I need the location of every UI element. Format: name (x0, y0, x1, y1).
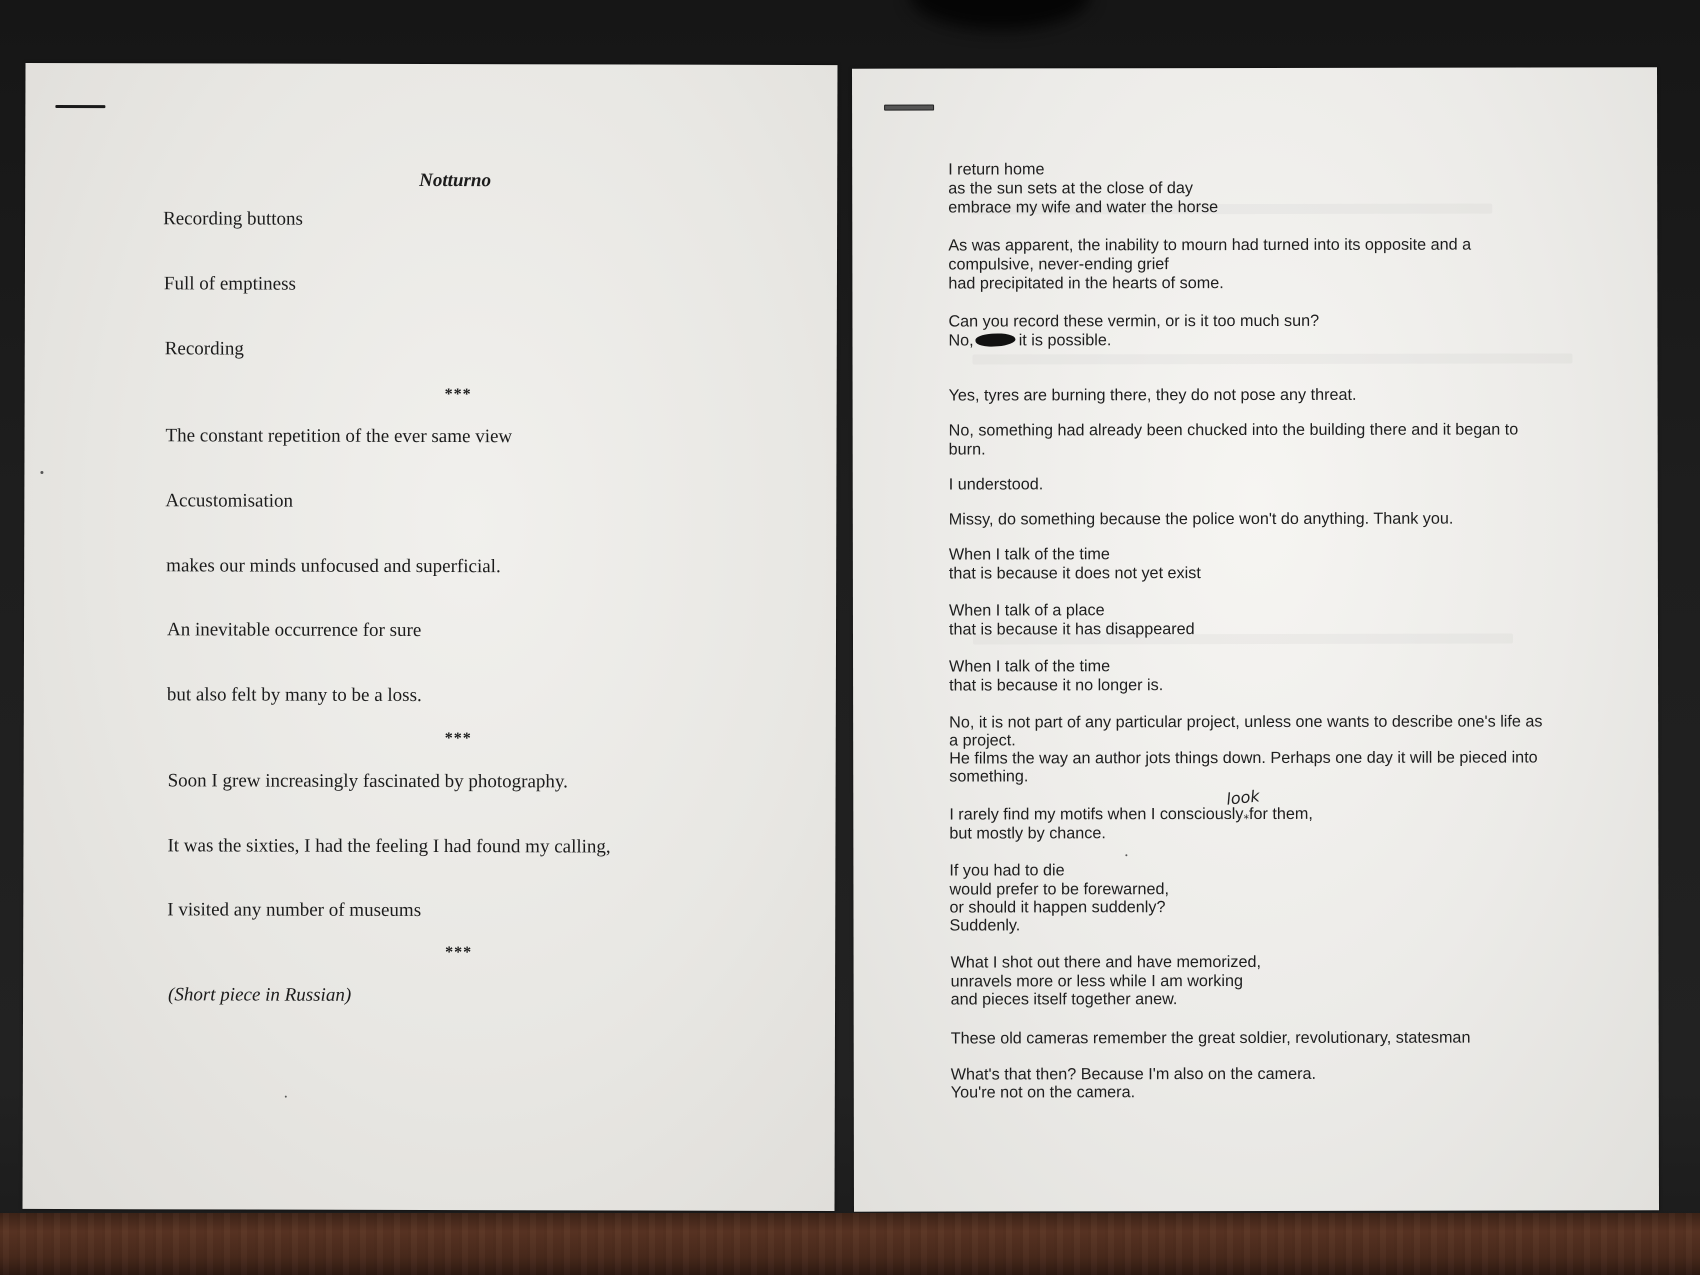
right-line: as the sun sets at the close of day (948, 179, 1193, 198)
section-separator: *** (444, 730, 472, 748)
staple-mark (884, 105, 934, 111)
redaction-mark (975, 332, 1016, 348)
right-line: No, something had already been chucked into the building there and it began to (948, 420, 1519, 440)
right-line: If you had to die (949, 861, 1065, 880)
right-line: that is because it has disappeared (948, 620, 1195, 639)
right-line: Suddenly. (949, 916, 1021, 935)
right-line: Can you record these vermin, or is it too much sun? (948, 311, 1320, 331)
right-line: a project. (949, 731, 1016, 750)
right-line: As was apparent, the inability to mourn had turned into its opposite and a (948, 235, 1472, 255)
right-line: I understood. (948, 475, 1044, 494)
right-line-redacted (948, 331, 1111, 350)
left-line: Recording buttons (163, 208, 303, 230)
camera-shadow (910, 0, 1090, 30)
right-line: What I shot out there and have memorized, (950, 952, 1262, 972)
right-line: I return home (948, 160, 1045, 179)
page-title: Notturno (419, 169, 492, 192)
paper-speck (40, 471, 43, 474)
right-line-part: for them, (1248, 804, 1313, 824)
right-line: What's that then? Because I'm also on the camera. (950, 1064, 1316, 1084)
right-line-annotated (949, 805, 1313, 827)
paper-speck (1125, 854, 1127, 856)
right-line: burn. (948, 440, 986, 459)
section-separator: *** (445, 944, 473, 962)
left-line: The constant repetition of the ever same view (165, 425, 513, 448)
right-paper-sheet (852, 67, 1659, 1211)
right-line: that is because it no longer is. (949, 676, 1164, 695)
left-line: I visited any number of museums (167, 899, 422, 921)
right-line-part: No, (948, 331, 974, 350)
left-line: It was the sixties, I had the feeling I had found my calling, (167, 835, 611, 858)
right-line: When I talk of the time (948, 545, 1110, 564)
right-line: or should it happen suddenly? (949, 898, 1166, 917)
right-line: Missy, do something because the police won't do anything. Thank you. (948, 509, 1454, 529)
right-line: had precipitated in the hearts of some. (948, 274, 1224, 293)
show-through (973, 353, 1573, 364)
right-line: When I talk of the time (949, 657, 1111, 676)
right-line: compulsive, never-ending grief (948, 255, 1169, 274)
right-line: He films the way an author jots things down. Perhaps one day it will be pieced into (949, 748, 1538, 768)
right-line-part: it is possible. (1018, 331, 1112, 350)
handwritten-insert: look (1225, 786, 1261, 809)
left-line: (Short piece in Russian) (168, 984, 352, 1006)
right-line: You're not on the camera. (950, 1083, 1136, 1102)
left-paper-sheet (23, 63, 838, 1211)
left-line: Full of emptiness (163, 273, 296, 295)
right-line: that is because it does not yet exist (948, 564, 1201, 583)
staple-mark (55, 105, 105, 108)
left-line: Accustomisation (165, 490, 294, 512)
right-line: embrace my wife and water the horse (948, 198, 1219, 217)
right-line: something. (949, 767, 1029, 786)
right-line: These old cameras remember the great soldier, revolutionary, statesman (950, 1028, 1471, 1048)
left-line: An inevitable occurrence for sure (166, 619, 422, 641)
right-line: No, it is not part of any particular project, unless one wants to describe one's life as (949, 712, 1543, 732)
left-line: Recording (164, 338, 244, 360)
insertion-caret-icon: ⁎ (1243, 810, 1250, 823)
left-line: Soon I grew increasingly fascinated by photography. (167, 770, 568, 793)
right-line: but mostly by chance. (949, 824, 1106, 843)
right-line: would prefer to be forewarned, (949, 880, 1170, 899)
right-line: Yes, tyres are burning there, they do not pose any threat. (948, 385, 1357, 405)
right-line: and pieces itself together anew. (950, 990, 1178, 1009)
left-line: makes our minds unfocused and superficial. (166, 555, 501, 578)
paper-speck (285, 1096, 287, 1098)
right-line: When I talk of a place (948, 601, 1105, 620)
section-separator: *** (444, 386, 472, 404)
right-line: unravels more or less while I am working (950, 972, 1244, 991)
right-line-part: I rarely find my motifs when I consciously (949, 805, 1244, 824)
left-line: but also felt by many to be a loss. (166, 684, 422, 706)
wooden-desk-edge (0, 1213, 1700, 1275)
